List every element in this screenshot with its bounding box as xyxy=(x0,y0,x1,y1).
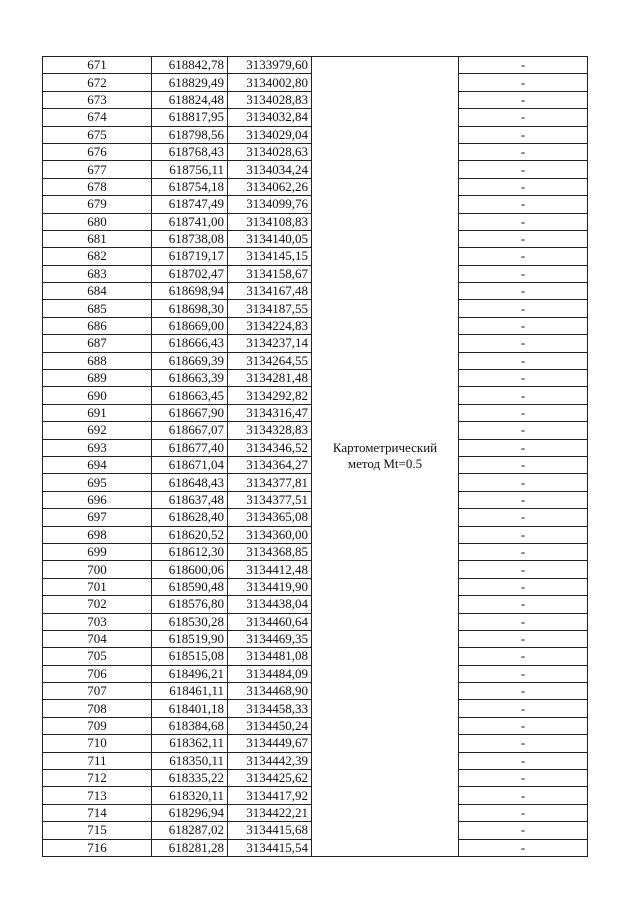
note-cell: - xyxy=(459,491,588,508)
y-coordinate-cell: 3134377,81 xyxy=(228,474,312,491)
x-coordinate-cell: 618842,78 xyxy=(152,57,228,74)
x-coordinate-cell: 618335,22 xyxy=(152,770,228,787)
method-cell xyxy=(312,57,459,857)
y-coordinate-cell: 3134062,26 xyxy=(228,178,312,195)
point-number-cell: 687 xyxy=(43,335,152,352)
x-coordinate-cell: 618756,11 xyxy=(152,161,228,178)
point-number-cell: 707 xyxy=(43,683,152,700)
point-number-cell: 689 xyxy=(43,370,152,387)
method-text-line: метод Mt=0.5 xyxy=(347,456,423,472)
y-coordinate-cell: 3134481,08 xyxy=(228,648,312,665)
point-number-cell: 675 xyxy=(43,126,152,143)
note-cell: - xyxy=(459,683,588,700)
note-cell: - xyxy=(459,126,588,143)
x-coordinate-cell: 618817,95 xyxy=(152,109,228,126)
y-coordinate-cell: 3133979,60 xyxy=(228,57,312,74)
y-coordinate-cell: 3134264,55 xyxy=(228,352,312,369)
point-number-cell: 712 xyxy=(43,770,152,787)
coordinates-table xyxy=(42,56,588,857)
x-coordinate-cell: 618824,48 xyxy=(152,91,228,108)
note-cell: - xyxy=(459,804,588,821)
y-coordinate-cell: 3134224,83 xyxy=(228,317,312,334)
point-number-cell: 714 xyxy=(43,804,152,821)
note-cell: - xyxy=(459,700,588,717)
x-coordinate-cell: 618637,48 xyxy=(152,491,228,508)
y-coordinate-cell: 3134028,83 xyxy=(228,91,312,108)
x-coordinate-cell: 618671,04 xyxy=(152,456,228,473)
x-coordinate-cell: 618768,43 xyxy=(152,143,228,160)
note-cell: - xyxy=(459,456,588,473)
note-cell: - xyxy=(459,248,588,265)
y-coordinate-cell: 3134292,82 xyxy=(228,387,312,404)
y-coordinate-cell: 3134028,63 xyxy=(228,143,312,160)
x-coordinate-cell: 618287,02 xyxy=(152,822,228,839)
note-cell: - xyxy=(459,335,588,352)
y-coordinate-cell: 3134458,33 xyxy=(228,700,312,717)
x-coordinate-cell: 618667,90 xyxy=(152,404,228,421)
x-coordinate-cell: 618738,08 xyxy=(152,230,228,247)
note-cell: - xyxy=(459,543,588,560)
y-coordinate-cell: 3134415,68 xyxy=(228,822,312,839)
note-cell: - xyxy=(459,770,588,787)
y-coordinate-cell: 3134368,85 xyxy=(228,543,312,560)
note-cell: - xyxy=(459,317,588,334)
y-coordinate-cell: 3134108,83 xyxy=(228,213,312,230)
coordinates-table-body xyxy=(43,57,588,857)
x-coordinate-cell: 618590,48 xyxy=(152,578,228,595)
y-coordinate-cell: 3134099,76 xyxy=(228,196,312,213)
note-cell: - xyxy=(459,109,588,126)
note-cell: - xyxy=(459,578,588,595)
note-cell: - xyxy=(459,839,588,856)
x-coordinate-cell: 618747,49 xyxy=(152,196,228,213)
method-text-line: Картометрический xyxy=(332,440,438,456)
y-coordinate-cell: 3134158,67 xyxy=(228,265,312,282)
y-coordinate-cell: 3134377,51 xyxy=(228,491,312,508)
y-coordinate-cell: 3134419,90 xyxy=(228,578,312,595)
point-number-cell: 711 xyxy=(43,752,152,769)
point-number-cell: 695 xyxy=(43,474,152,491)
y-coordinate-cell: 3134281,48 xyxy=(228,370,312,387)
y-coordinate-cell: 3134237,14 xyxy=(228,335,312,352)
point-number-cell: 700 xyxy=(43,561,152,578)
x-coordinate-cell: 618350,11 xyxy=(152,752,228,769)
x-coordinate-cell: 618401,18 xyxy=(152,700,228,717)
note-cell: - xyxy=(459,178,588,195)
point-number-cell: 701 xyxy=(43,578,152,595)
note-cell: - xyxy=(459,735,588,752)
point-number-cell: 680 xyxy=(43,213,152,230)
note-cell: - xyxy=(459,474,588,491)
x-coordinate-cell: 618281,28 xyxy=(152,839,228,856)
note-cell: - xyxy=(459,143,588,160)
y-coordinate-cell: 3134360,00 xyxy=(228,526,312,543)
point-number-cell: 693 xyxy=(43,439,152,456)
x-coordinate-cell: 618530,28 xyxy=(152,613,228,630)
y-coordinate-cell: 3134002,80 xyxy=(228,74,312,91)
x-coordinate-cell: 618612,30 xyxy=(152,543,228,560)
point-number-cell: 679 xyxy=(43,196,152,213)
y-coordinate-cell: 3134468,90 xyxy=(228,683,312,700)
point-number-cell: 708 xyxy=(43,700,152,717)
x-coordinate-cell: 618320,11 xyxy=(152,787,228,804)
point-number-cell: 692 xyxy=(43,422,152,439)
point-number-cell: 677 xyxy=(43,161,152,178)
x-coordinate-cell: 618648,43 xyxy=(152,474,228,491)
note-cell: - xyxy=(459,91,588,108)
point-number-cell: 672 xyxy=(43,74,152,91)
y-coordinate-cell: 3134412,48 xyxy=(228,561,312,578)
note-cell: - xyxy=(459,265,588,282)
y-coordinate-cell: 3134034,24 xyxy=(228,161,312,178)
note-cell: - xyxy=(459,526,588,543)
point-number-cell: 683 xyxy=(43,265,152,282)
note-cell: - xyxy=(459,387,588,404)
note-cell: - xyxy=(459,213,588,230)
x-coordinate-cell: 618669,00 xyxy=(152,317,228,334)
point-number-cell: 688 xyxy=(43,352,152,369)
x-coordinate-cell: 618702,47 xyxy=(152,265,228,282)
x-coordinate-cell: 618698,30 xyxy=(152,300,228,317)
y-coordinate-cell: 3134364,27 xyxy=(228,456,312,473)
note-cell: - xyxy=(459,57,588,74)
point-number-cell: 671 xyxy=(43,57,152,74)
point-number-cell: 709 xyxy=(43,717,152,734)
point-number-cell: 682 xyxy=(43,248,152,265)
y-coordinate-cell: 3134469,35 xyxy=(228,630,312,647)
x-coordinate-cell: 618669,39 xyxy=(152,352,228,369)
y-coordinate-cell: 3134425,62 xyxy=(228,770,312,787)
y-coordinate-cell: 3134438,04 xyxy=(228,596,312,613)
x-coordinate-cell: 618362,11 xyxy=(152,735,228,752)
point-number-cell: 674 xyxy=(43,109,152,126)
note-cell: - xyxy=(459,422,588,439)
x-coordinate-cell: 618620,52 xyxy=(152,526,228,543)
point-number-cell: 685 xyxy=(43,300,152,317)
y-coordinate-cell: 3134460,64 xyxy=(228,613,312,630)
point-number-cell: 691 xyxy=(43,404,152,421)
note-cell: - xyxy=(459,352,588,369)
note-cell: - xyxy=(459,787,588,804)
point-number-cell: 681 xyxy=(43,230,152,247)
x-coordinate-cell: 618515,08 xyxy=(152,648,228,665)
x-coordinate-cell: 618698,94 xyxy=(152,283,228,300)
note-cell: - xyxy=(459,283,588,300)
note-cell: - xyxy=(459,196,588,213)
note-cell: - xyxy=(459,509,588,526)
y-coordinate-cell: 3134449,67 xyxy=(228,735,312,752)
point-number-cell: 699 xyxy=(43,543,152,560)
point-number-cell: 705 xyxy=(43,648,152,665)
y-coordinate-cell: 3134415,54 xyxy=(228,839,312,856)
x-coordinate-cell: 618667,07 xyxy=(152,422,228,439)
y-coordinate-cell: 3134316,47 xyxy=(228,404,312,421)
point-number-cell: 676 xyxy=(43,143,152,160)
x-coordinate-cell: 618741,00 xyxy=(152,213,228,230)
point-number-cell: 713 xyxy=(43,787,152,804)
y-coordinate-cell: 3134167,48 xyxy=(228,283,312,300)
point-number-cell: 710 xyxy=(43,735,152,752)
y-coordinate-cell: 3134417,92 xyxy=(228,787,312,804)
point-number-cell: 703 xyxy=(43,613,152,630)
table-row xyxy=(43,57,588,74)
point-number-cell: 698 xyxy=(43,526,152,543)
point-number-cell: 690 xyxy=(43,387,152,404)
x-coordinate-cell: 618519,90 xyxy=(152,630,228,647)
point-number-cell: 696 xyxy=(43,491,152,508)
y-coordinate-cell: 3134422,21 xyxy=(228,804,312,821)
note-cell: - xyxy=(459,404,588,421)
x-coordinate-cell: 618663,45 xyxy=(152,387,228,404)
point-number-cell: 702 xyxy=(43,596,152,613)
y-coordinate-cell: 3134450,24 xyxy=(228,717,312,734)
note-cell: - xyxy=(459,613,588,630)
note-cell: - xyxy=(459,161,588,178)
x-coordinate-cell: 618296,94 xyxy=(152,804,228,821)
y-coordinate-cell: 3134187,55 xyxy=(228,300,312,317)
x-coordinate-cell: 618628,40 xyxy=(152,509,228,526)
point-number-cell: 686 xyxy=(43,317,152,334)
point-number-cell: 715 xyxy=(43,822,152,839)
point-number-cell: 697 xyxy=(43,509,152,526)
note-cell: - xyxy=(459,752,588,769)
y-coordinate-cell: 3134346,52 xyxy=(228,439,312,456)
x-coordinate-cell: 618384,68 xyxy=(152,717,228,734)
note-cell: - xyxy=(459,717,588,734)
note-cell: - xyxy=(459,630,588,647)
point-number-cell: 694 xyxy=(43,456,152,473)
point-number-cell: 716 xyxy=(43,839,152,856)
y-coordinate-cell: 3134029,04 xyxy=(228,126,312,143)
point-number-cell: 684 xyxy=(43,283,152,300)
y-coordinate-cell: 3134328,83 xyxy=(228,422,312,439)
x-coordinate-cell: 618666,43 xyxy=(152,335,228,352)
note-cell: - xyxy=(459,370,588,387)
note-cell: - xyxy=(459,648,588,665)
y-coordinate-cell: 3134032,84 xyxy=(228,109,312,126)
note-cell: - xyxy=(459,561,588,578)
note-cell: - xyxy=(459,596,588,613)
point-number-cell: 678 xyxy=(43,178,152,195)
x-coordinate-cell: 618798,56 xyxy=(152,126,228,143)
y-coordinate-cell: 3134145,15 xyxy=(228,248,312,265)
x-coordinate-cell: 618461,11 xyxy=(152,683,228,700)
x-coordinate-cell: 618677,40 xyxy=(152,439,228,456)
note-cell: - xyxy=(459,300,588,317)
y-coordinate-cell: 3134365,08 xyxy=(228,509,312,526)
y-coordinate-cell: 3134484,09 xyxy=(228,665,312,682)
note-cell: - xyxy=(459,74,588,91)
point-number-cell: 673 xyxy=(43,91,152,108)
x-coordinate-cell: 618663,39 xyxy=(152,370,228,387)
x-coordinate-cell: 618600,06 xyxy=(152,561,228,578)
x-coordinate-cell: 618719,17 xyxy=(152,248,228,265)
y-coordinate-cell: 3134140,05 xyxy=(228,230,312,247)
point-number-cell: 704 xyxy=(43,630,152,647)
note-cell: - xyxy=(459,822,588,839)
note-cell: - xyxy=(459,439,588,456)
x-coordinate-cell: 618754,18 xyxy=(152,178,228,195)
x-coordinate-cell: 618496,21 xyxy=(152,665,228,682)
point-number-cell: 706 xyxy=(43,665,152,682)
x-coordinate-cell: 618576,80 xyxy=(152,596,228,613)
y-coordinate-cell: 3134442,39 xyxy=(228,752,312,769)
x-coordinate-cell: 618829,49 xyxy=(152,74,228,91)
note-cell: - xyxy=(459,230,588,247)
note-cell: - xyxy=(459,665,588,682)
